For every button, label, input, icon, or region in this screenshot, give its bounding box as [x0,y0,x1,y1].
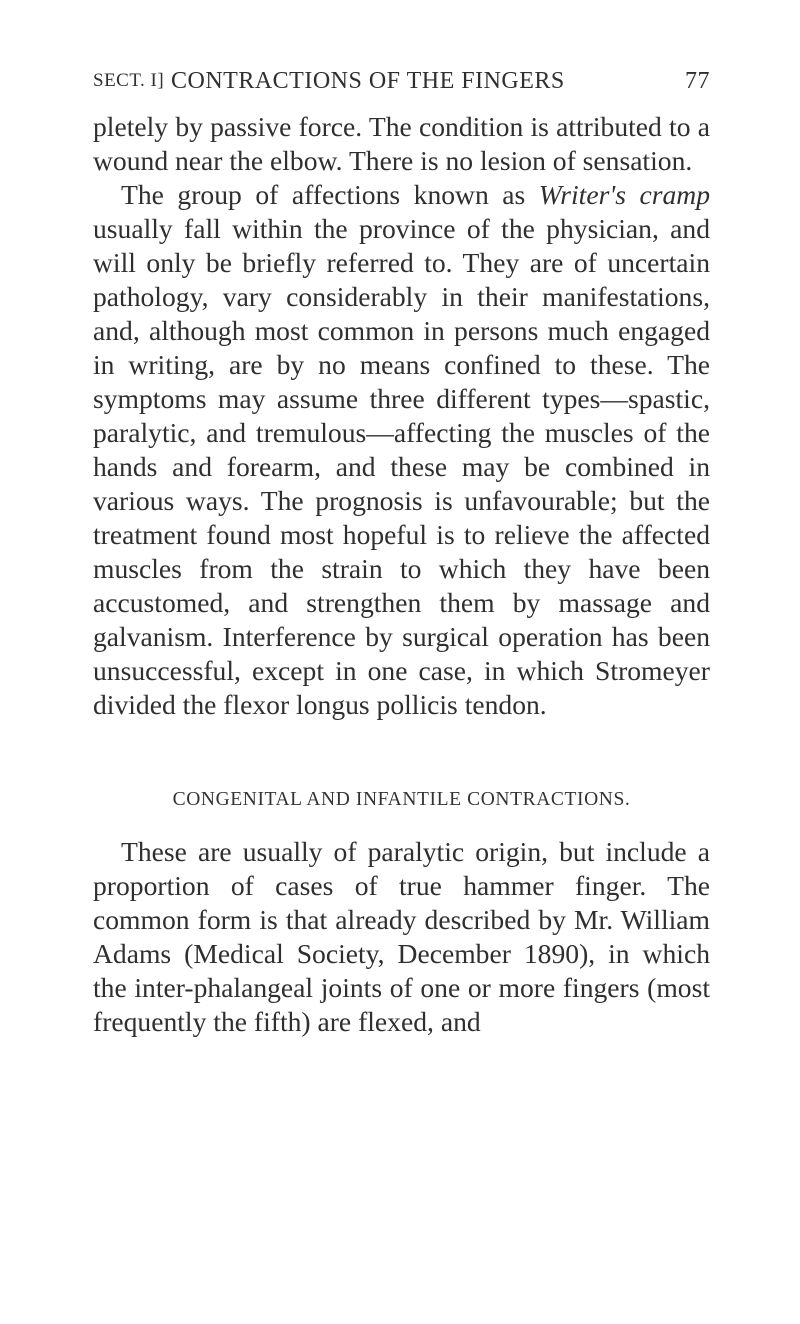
paragraph-text-start: The group of affections known as [121,179,539,210]
paragraph-writers-cramp [93,178,710,722]
paragraph-text-rest: usually fall within the province of the physician, and will only be briefly referred to. They are of uncertain pathology, vary considerably in their manifestations, and, although most common in persons much engaged in writing, are by no means confined to these. The symptoms may assume three different types—spastic, paralytic, and tremulous—affecting the muscles of the hands and forearm, and these may be combined in various ways. The prognosis is unfavourable; but the treatment found most hopeful is to relieve the affected muscles from the strain to which they have been accustomed, and strengthen them by massage and galvanism. Interference by surgical operation has been unsuccessful, except in one case, in which Stromeyer divided the flexor longus pollicis tendon. [93,213,710,720]
running-head [93,68,710,102]
section-heading: CONGENITAL AND INFANTILE CONTRACTIONS. [172,789,631,810]
running-head-title: CONTRACTIONS OF THE FINGERS [171,68,565,94]
main-text-block [93,110,710,722]
page-number: 77 [685,68,710,94]
paragraph-continued: pletely by passive force. The condition is attributed to a wound near the elbow. There is no lesion of sensation. [93,111,710,176]
section-text-block [93,835,710,1039]
paragraph-congenital: These are usually of paralytic origin, but include a proportion of cases of true hammer finger. The common form is that already described by Mr. William Adams (Medical Society, December 1890), in which the inter-phalangeal joints of one or more fingers (most frequently the fifth) are flexed, and [93,836,710,1037]
italic-term: Writer's cramp [538,179,710,210]
running-head-section: SECT. I] [93,70,165,91]
